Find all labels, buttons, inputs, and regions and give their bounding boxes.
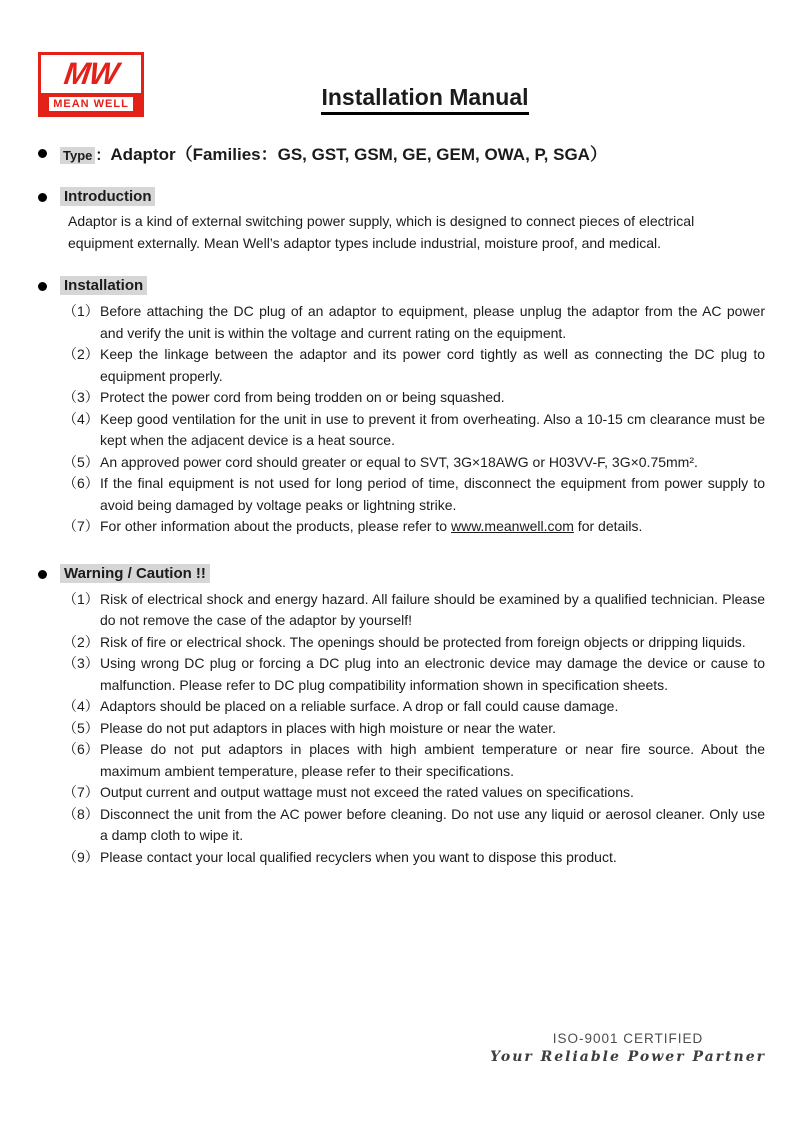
item-text: Using wrong DC plug or forcing a DC plug into an electronic device may damage the device or cause to malfunction. Please refer to DC plug compatibility information shown in specification sheets. bbox=[100, 655, 765, 693]
page-title: Installation Manual bbox=[321, 84, 528, 115]
section-heading-label: Installation bbox=[60, 276, 147, 295]
item-number: （8） bbox=[63, 805, 99, 822]
item-number: （1） bbox=[63, 590, 99, 607]
list-item bbox=[38, 452, 765, 474]
bullet-icon bbox=[38, 282, 47, 291]
iso-certification-text: ISO-9001 CERTIFIED bbox=[552, 1031, 704, 1046]
item-number: （9） bbox=[63, 848, 99, 865]
item-number: （3） bbox=[63, 655, 99, 671]
item-number: （7） bbox=[63, 784, 99, 800]
list-item bbox=[38, 696, 765, 718]
bullet-icon bbox=[38, 570, 47, 579]
item-number: （2） bbox=[63, 346, 99, 362]
item-text bbox=[100, 518, 642, 534]
list-item bbox=[38, 739, 765, 782]
section-heading bbox=[38, 276, 765, 295]
footer bbox=[490, 1031, 766, 1065]
item-number: （6） bbox=[63, 475, 99, 491]
type-value: Adaptor（Families：GS, GST, GSM, GE, GEM, OWA, P, SGA） bbox=[110, 145, 607, 164]
item-text: Keep the linkage between the adaptor and its power cord tightly as well as connecting the DC plug to equipment properly. bbox=[100, 346, 765, 384]
list-item bbox=[38, 718, 765, 740]
list-item bbox=[38, 409, 765, 452]
list-item bbox=[38, 589, 765, 632]
section-introduction bbox=[38, 187, 765, 254]
list-item bbox=[38, 344, 765, 387]
section-heading bbox=[38, 187, 765, 206]
section-heading bbox=[38, 564, 765, 583]
item-text: An approved power cord should greater or equal to SVT, 3G×18AWG or H03VV-F, 3G×0.75mm². bbox=[100, 453, 698, 470]
list-item bbox=[38, 473, 765, 516]
type-line-text bbox=[60, 140, 607, 165]
item-text-prefix: For other information about the products, please refer to bbox=[100, 518, 451, 534]
title-container bbox=[0, 84, 802, 115]
item-number: （1） bbox=[63, 303, 99, 319]
bullet-icon bbox=[38, 149, 47, 158]
section-heading-label: Warning / Caution !! bbox=[60, 564, 210, 583]
item-text: Keep good ventilation for the unit in use to prevent it from overheating. Also a 10-15 cm clearance must be kept when the adjacent device is a heat source. bbox=[100, 410, 765, 448]
list-item bbox=[38, 653, 765, 696]
installation-items bbox=[38, 301, 765, 538]
item-text-suffix: for details. bbox=[573, 518, 643, 534]
section-heading-label: Introduction bbox=[60, 187, 155, 206]
logo-brand-text: MEAN WELL bbox=[49, 97, 133, 111]
item-text: Please do not put adaptors in places with high ambient temperature or near fire source. About the maximum ambient temperature, please refer to their specifications. bbox=[100, 741, 765, 779]
item-text: Before attaching the DC plug of an adaptor to equipment, please unplug the adaptor from the AC power and verify the unit is within the voltage and current rating on the equipment. bbox=[100, 303, 765, 341]
logo-monogram: MW bbox=[62, 56, 121, 91]
item-number: （7） bbox=[63, 518, 99, 534]
item-text: Risk of fire or electrical shock. The openings should be protected from foreign objects or dripping liquids. bbox=[100, 633, 746, 650]
bullet-icon bbox=[38, 193, 47, 202]
item-text: Disconnect the unit from the AC power before cleaning. Do not use any liquid or aerosol cleaner. Only use a damp cloth to wipe it. bbox=[100, 805, 765, 843]
item-number: （6） bbox=[63, 741, 99, 757]
item-number: （3） bbox=[63, 389, 99, 405]
section-warning-caution bbox=[38, 564, 765, 869]
list-item bbox=[38, 516, 765, 538]
item-text: Please contact your local qualified recyclers when you want to dispose this product. bbox=[100, 848, 617, 865]
item-text: Adaptors should be placed on a reliable surface. A drop or fall could cause damage. bbox=[100, 698, 619, 714]
item-number: （4） bbox=[63, 410, 99, 427]
type-colon: ： bbox=[95, 147, 111, 164]
item-number: （4） bbox=[63, 698, 99, 714]
item-number: （2） bbox=[63, 633, 99, 650]
list-item bbox=[38, 804, 765, 847]
item-number: （5） bbox=[63, 453, 99, 470]
item-text: Output current and output wattage must not exceed the rated values on specifications. bbox=[100, 784, 634, 800]
list-item bbox=[38, 301, 765, 344]
document-content bbox=[38, 140, 765, 868]
section-installation bbox=[38, 276, 765, 538]
meanwell-website-link[interactable]: www.meanwell.com bbox=[450, 518, 574, 534]
item-text: If the final equipment is not used for long period of time, disconnect the equipment from power supply to avoid being damaged by voltage peaks or lightning strike. bbox=[100, 475, 765, 513]
list-item bbox=[38, 847, 765, 869]
item-number: （5） bbox=[63, 719, 99, 736]
list-item bbox=[38, 782, 765, 804]
list-item bbox=[38, 387, 765, 409]
warning-items bbox=[38, 589, 765, 869]
item-text: Risk of electrical shock and energy hazard. All failure should be examined by a qualified technician. Please do not remove the case of the adaptor by yourself! bbox=[100, 590, 765, 628]
footer-slogan: Your Reliable Power Partner bbox=[490, 1049, 766, 1065]
list-item bbox=[38, 632, 765, 654]
item-text: Protect the power cord from being trodden on or being squashed. bbox=[100, 389, 505, 405]
introduction-paragraph: Adaptor is a kind of external switching power supply, which is designed to connect pieces of electrical equipment externally. Mean Well’s adaptor types include industrial, moisture proof, and medical. bbox=[68, 213, 695, 251]
item-text: Please do not put adaptors in places with high moisture or near the water. bbox=[100, 719, 557, 736]
type-line bbox=[38, 140, 765, 165]
type-label: Type bbox=[60, 147, 95, 164]
